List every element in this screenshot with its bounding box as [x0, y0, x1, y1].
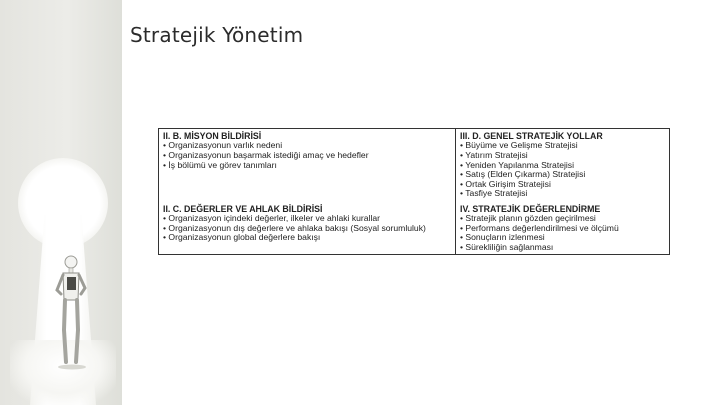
section-heading-strategic-paths: III. D. GENEL STRATEJİK YOLLAR: [460, 131, 603, 141]
strategic-paths-cell: [456, 129, 670, 202]
figure-leaning-icon: [52, 250, 92, 370]
list-item: • Sürekliliğin sağlanması: [460, 243, 665, 253]
decorative-side-image: [0, 0, 122, 405]
list-item: • Performans değerlendirilmesi ve ölçümü: [460, 224, 665, 234]
list-item: • Ortak Girişim Stratejisi: [460, 180, 665, 190]
section-heading-mission: II. B. MİSYON BİLDİRİSİ: [163, 131, 262, 141]
list-item: • Tasfiye Stratejisi: [460, 189, 665, 199]
mission-list: [163, 141, 451, 170]
table-row: [159, 202, 670, 255]
list-item: • Sonuçların izlenmesi: [460, 233, 665, 243]
strategic-evaluation-cell: [456, 202, 670, 255]
list-item: • İş bölümü ve görev tanımları: [163, 161, 451, 171]
mission-cell: [159, 129, 456, 202]
section-heading-values-ethics: II. C. DEĞERLER VE AHLAK BİLDİRİSİ: [163, 203, 323, 214]
list-item: • Organizasyon içindeki değerler, ilkeler ve ahlaki kurallar: [163, 214, 451, 224]
list-item: • Organizasyonun dış değerlere ve ahlaka bakışı (Sosyal sorumluluk): [163, 224, 451, 234]
list-item: • Satış (Elden Çıkarma) Stratejisi: [460, 170, 665, 180]
list-item: • Organizasyonun global değerlere bakışı: [163, 233, 451, 243]
values-ethics-list: [163, 214, 451, 243]
list-item: • Yatırım Stratejisi: [460, 151, 665, 161]
strategy-table: [158, 128, 670, 255]
slide-title: Stratejik Yönetim: [130, 23, 304, 47]
section-heading-strategic-evaluation: IV. STRATEJİK DEĞERLENDİRME: [460, 203, 601, 214]
table-row: [159, 129, 670, 202]
strategic-evaluation-list: [460, 214, 665, 252]
list-item: • Organizasyonun varlık nedeni: [163, 141, 451, 151]
list-item: • Organizasyonun başarmak istediği amaç ve hedefler: [163, 151, 451, 161]
list-item: • Büyüme ve Gelişme Stratejisi: [460, 141, 665, 151]
list-item: • Stratejik planın gözden geçirilmesi: [460, 214, 665, 224]
values-ethics-cell: [159, 202, 456, 255]
strategic-paths-list: [460, 141, 665, 199]
list-item: • Yeniden Yapılanma Stratejisi: [460, 161, 665, 171]
